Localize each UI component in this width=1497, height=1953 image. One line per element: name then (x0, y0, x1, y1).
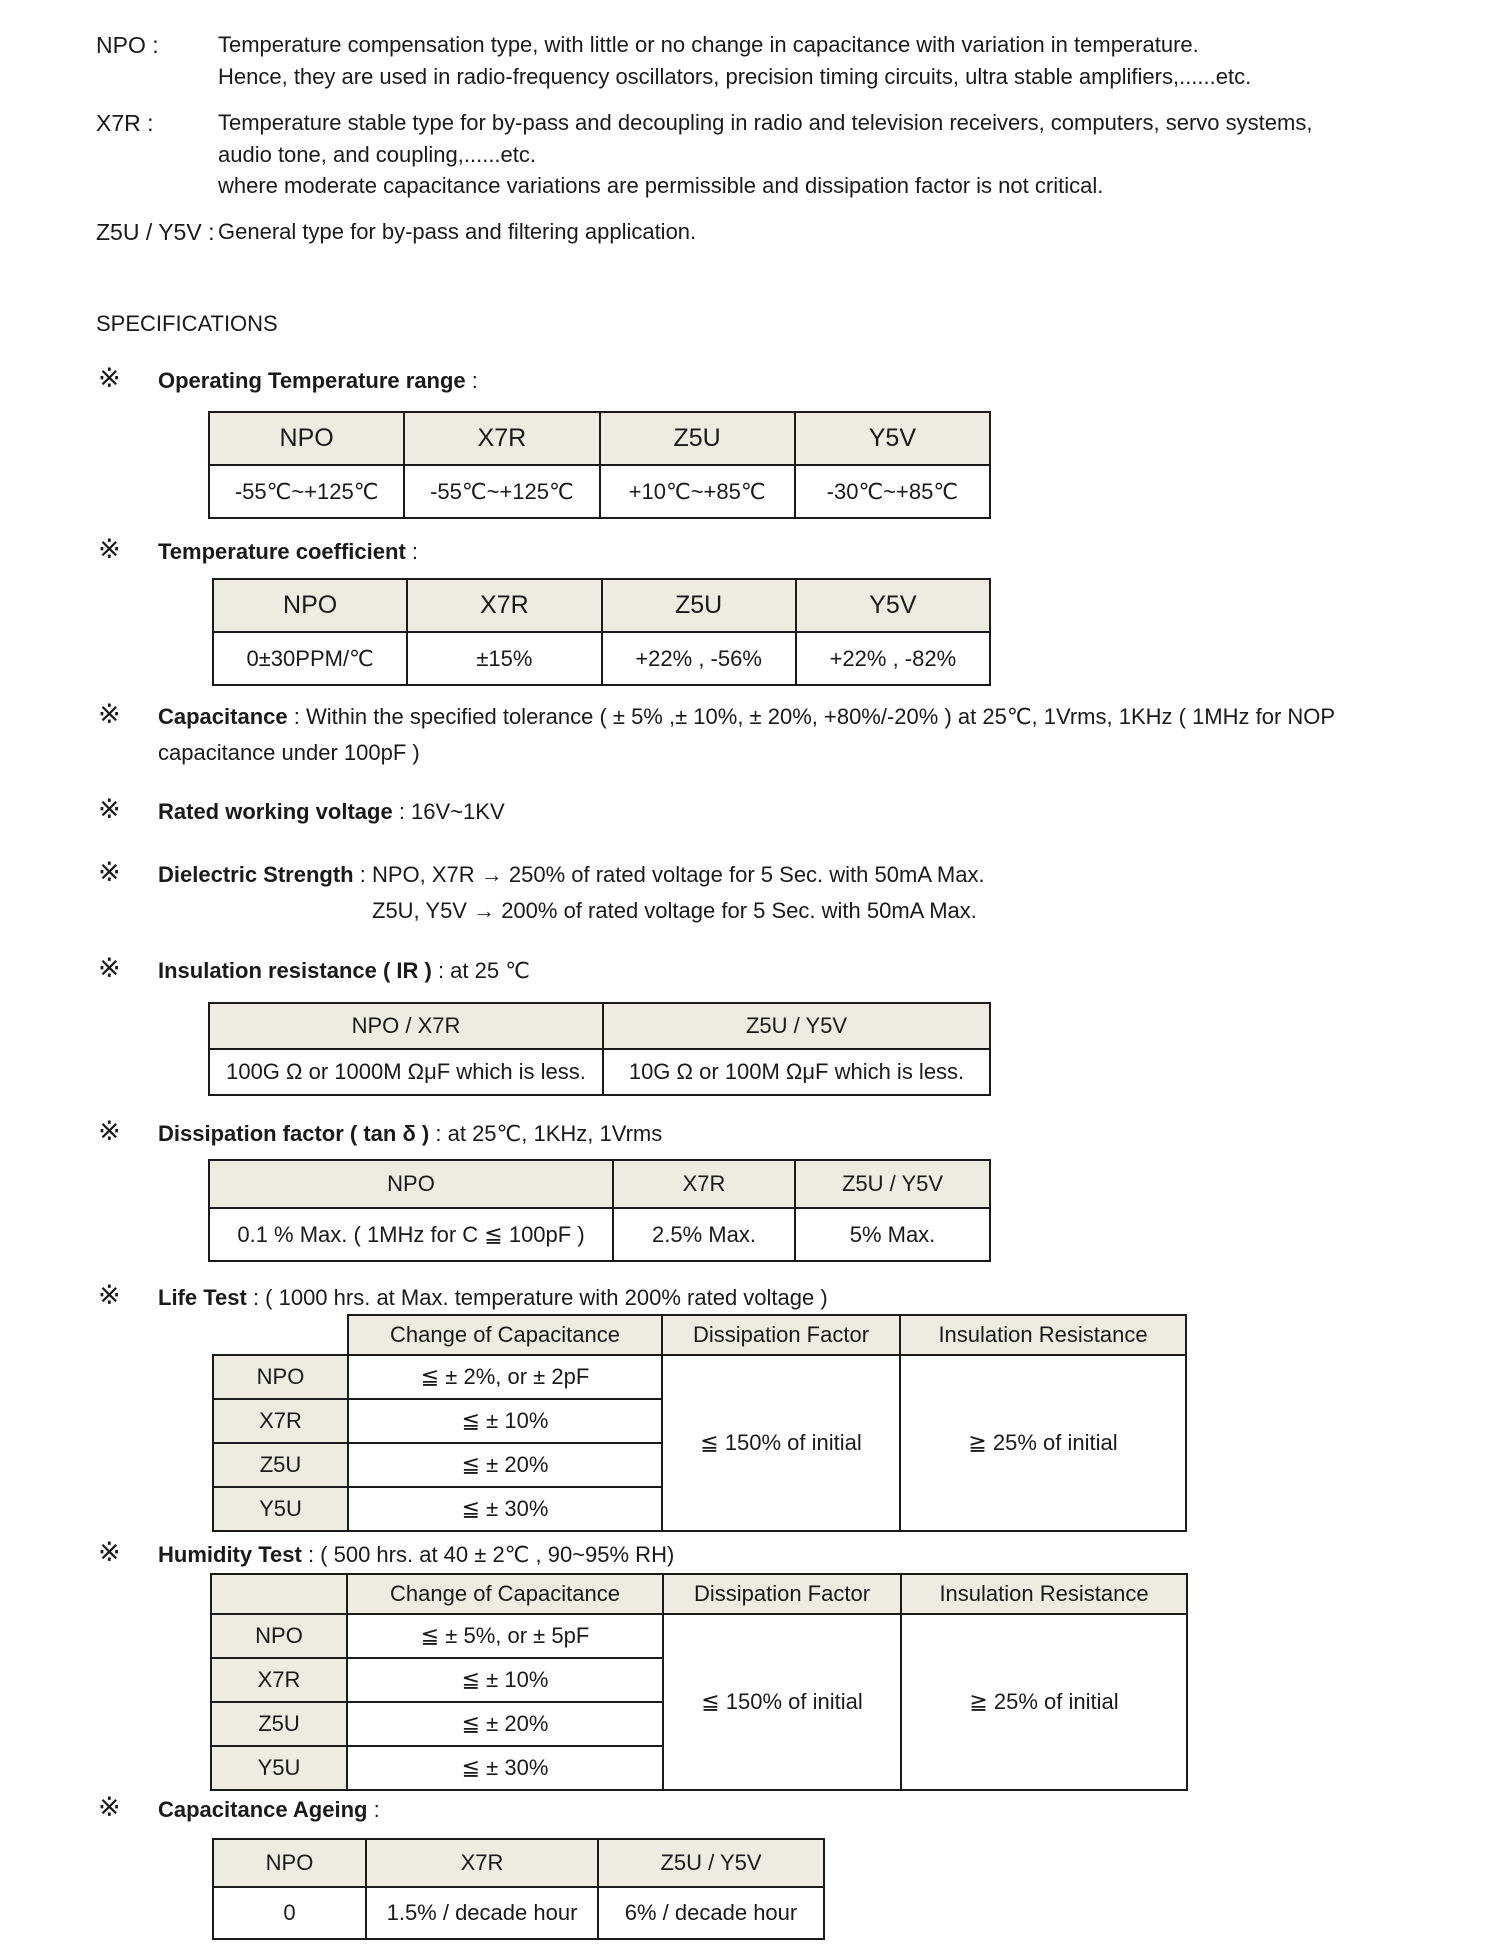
op-temp-value-npo: -55℃~+125℃ (209, 465, 404, 518)
life-test-change-x7r: ≦ ± 10% (348, 1399, 662, 1443)
life-test-title: Life Test : ( 1000 hrs. at Max. temperature with 200% rated voltage ) (158, 1285, 828, 1310)
intro-label-x7r: X7R : (96, 110, 154, 136)
ageing-table (212, 1838, 825, 1940)
op-temp-header-y5v: Y5V (795, 412, 990, 465)
life-test-type-z5u: Z5U (213, 1443, 348, 1487)
dielectric-line1: Dielectric Strength : NPO, X7R → 250% of rated voltage for 5 Sec. with 50mA Max. (158, 862, 985, 887)
rated-voltage-line: Rated working voltage : 16V~1KV (158, 799, 505, 824)
op-temp-header-npo: NPO (209, 412, 404, 465)
ageing-value-z5u-y5v: 6% / decade hour (598, 1887, 824, 1939)
life-test-change-z5u: ≦ ± 20% (348, 1443, 662, 1487)
ageing-header-x7r: X7R (366, 1839, 598, 1887)
temp-coef-value-x7r: ±15% (407, 632, 601, 685)
life-test-ir-value: ≧ 25% of initial (900, 1355, 1186, 1531)
temp-coef-title: Temperature coefficient : (158, 539, 419, 564)
reference-mark-icon: ※ (98, 1280, 121, 1311)
op-temp-header-x7r: X7R (404, 412, 599, 465)
life-test-corner (213, 1315, 348, 1355)
life-test-change-npo: ≦ ± 2%, or ± 2pF (348, 1355, 662, 1399)
reference-mark-icon: ※ (98, 1116, 121, 1147)
dielectric-line2: Z5U, Y5V → 200% of rated voltage for 5 Sec. with 50mA Max. (372, 898, 977, 923)
intro-label-npo: NPO : (96, 32, 159, 58)
temp-coef-header-z5u: Z5U (602, 579, 796, 632)
temp-coef-value-y5v: +22% , -82% (796, 632, 990, 685)
reference-mark-icon: ※ (98, 1792, 121, 1823)
temp-coef-header-npo: NPO (213, 579, 407, 632)
intro-z5u-line1: General type for by-pass and filtering application. (218, 219, 697, 244)
reference-mark-icon: ※ (98, 857, 121, 888)
life-test-type-y5u: Y5U (213, 1487, 348, 1531)
humidity-test-header-df: Dissipation Factor (663, 1574, 901, 1614)
insulation-value-z5u-y5v: 10G Ω or 100M ΩμF which is less. (603, 1049, 990, 1095)
reference-mark-icon: ※ (98, 1537, 121, 1568)
insulation-value-npo-x7r: 100G Ω or 1000M ΩμF which is less. (209, 1049, 603, 1095)
op-temp-header-z5u: Z5U (600, 412, 795, 465)
humidity-test-change-z5u: ≦ ± 20% (347, 1702, 663, 1746)
insulation-table (208, 1002, 991, 1096)
life-test-header-ir: Insulation Resistance (900, 1315, 1186, 1355)
temp-coef-header-x7r: X7R (407, 579, 601, 632)
intro-npo-line1: Temperature compensation type, with little or no change in capacitance with variation in temperature. (218, 32, 1199, 57)
humidity-test-type-z5u: Z5U (211, 1702, 347, 1746)
ageing-title: Capacitance Ageing : (158, 1797, 380, 1822)
humidity-test-header-ir: Insulation Resistance (901, 1574, 1187, 1614)
insulation-title: Insulation resistance ( IR ) : at 25 ℃ (158, 958, 530, 983)
reference-mark-icon: ※ (98, 953, 121, 984)
humidity-test-change-npo: ≦ ± 5%, or ± 5pF (347, 1614, 663, 1658)
dissipation-header-npo: NPO (209, 1160, 613, 1208)
humidity-test-type-y5u: Y5U (211, 1746, 347, 1790)
humidity-test-change-y5u: ≦ ± 30% (347, 1746, 663, 1790)
life-test-header-df: Dissipation Factor (662, 1315, 900, 1355)
op-temp-title: Operating Temperature range : (158, 368, 478, 393)
ageing-value-npo: 0 (213, 1887, 366, 1939)
ageing-header-z5u-y5v: Z5U / Y5V (598, 1839, 824, 1887)
op-temp-value-x7r: -55℃~+125℃ (404, 465, 599, 518)
capacitance-line2: capacitance under 100pF ) (158, 740, 420, 765)
ageing-header-npo: NPO (213, 1839, 366, 1887)
specifications-heading: SPECIFICATIONS (96, 311, 278, 336)
life-test-table (212, 1314, 1187, 1532)
humidity-test-type-npo: NPO (211, 1614, 347, 1658)
insulation-header-npo-x7r: NPO / X7R (209, 1003, 603, 1049)
humidity-test-df-value: ≦ 150% of initial (663, 1614, 901, 1790)
intro-x7r-line2: audio tone, and coupling,......etc. (218, 142, 537, 167)
dissipation-table (208, 1159, 991, 1262)
life-test-type-npo: NPO (213, 1355, 348, 1399)
humidity-test-title: Humidity Test : ( 500 hrs. at 40 ± 2℃ , 90~95% RH) (158, 1542, 675, 1567)
humidity-test-type-x7r: X7R (211, 1658, 347, 1702)
intro-label-z5u: Z5U / Y5V : (96, 219, 215, 245)
op-temp-value-y5v: -30℃~+85℃ (795, 465, 990, 518)
life-test-change-y5u: ≦ ± 30% (348, 1487, 662, 1531)
dissipation-value-npo: 0.1 % Max. ( 1MHz for C ≦ 100pF ) (209, 1208, 613, 1261)
dissipation-value-z5u-y5v: 5% Max. (795, 1208, 990, 1261)
ageing-value-x7r: 1.5% / decade hour (366, 1887, 598, 1939)
life-test-header-change: Change of Capacitance (348, 1315, 662, 1355)
intro-npo-line2: Hence, they are used in radio-frequency oscillators, precision timing circuits, ultra stable amplifiers,......etc. (218, 64, 1252, 89)
humidity-test-corner (211, 1574, 347, 1614)
reference-mark-icon: ※ (98, 363, 121, 394)
dissipation-value-x7r: 2.5% Max. (613, 1208, 795, 1261)
op-temp-value-z5u: +10℃~+85℃ (600, 465, 795, 518)
reference-mark-icon: ※ (98, 534, 121, 565)
reference-mark-icon: ※ (98, 699, 121, 730)
humidity-test-header-change: Change of Capacitance (347, 1574, 663, 1614)
intro-x7r-line3: where moderate capacitance variations are permissible and dissipation factor is not critical. (218, 173, 1104, 198)
humidity-test-change-x7r: ≦ ± 10% (347, 1658, 663, 1702)
humidity-test-ir-value: ≧ 25% of initial (901, 1614, 1187, 1790)
capacitance-line1: Capacitance : Within the specified tolerance ( ± 5% ,± 10%, ± 20%, +80%/-20% ) at 25℃, 1Vrms, 1KHz ( 1MHz for NOP (158, 704, 1336, 729)
dissipation-header-z5u-y5v: Z5U / Y5V (795, 1160, 990, 1208)
dissipation-header-x7r: X7R (613, 1160, 795, 1208)
reference-mark-icon: ※ (98, 794, 121, 825)
life-test-df-value: ≦ 150% of initial (662, 1355, 900, 1531)
life-test-type-x7r: X7R (213, 1399, 348, 1443)
temp-coef-table (212, 578, 991, 686)
dissipation-title: Dissipation factor ( tan δ ) : at 25℃, 1KHz, 1Vrms (158, 1121, 663, 1146)
humidity-test-table (210, 1573, 1188, 1791)
temp-coef-header-y5v: Y5V (796, 579, 990, 632)
insulation-header-z5u-y5v: Z5U / Y5V (603, 1003, 990, 1049)
op-temp-table (208, 411, 991, 519)
temp-coef-value-npo: 0±30PPM/℃ (213, 632, 407, 685)
temp-coef-value-z5u: +22% , -56% (602, 632, 796, 685)
intro-x7r-line1: Temperature stable type for by-pass and decoupling in radio and television receivers, computers, servo systems, (218, 110, 1313, 135)
